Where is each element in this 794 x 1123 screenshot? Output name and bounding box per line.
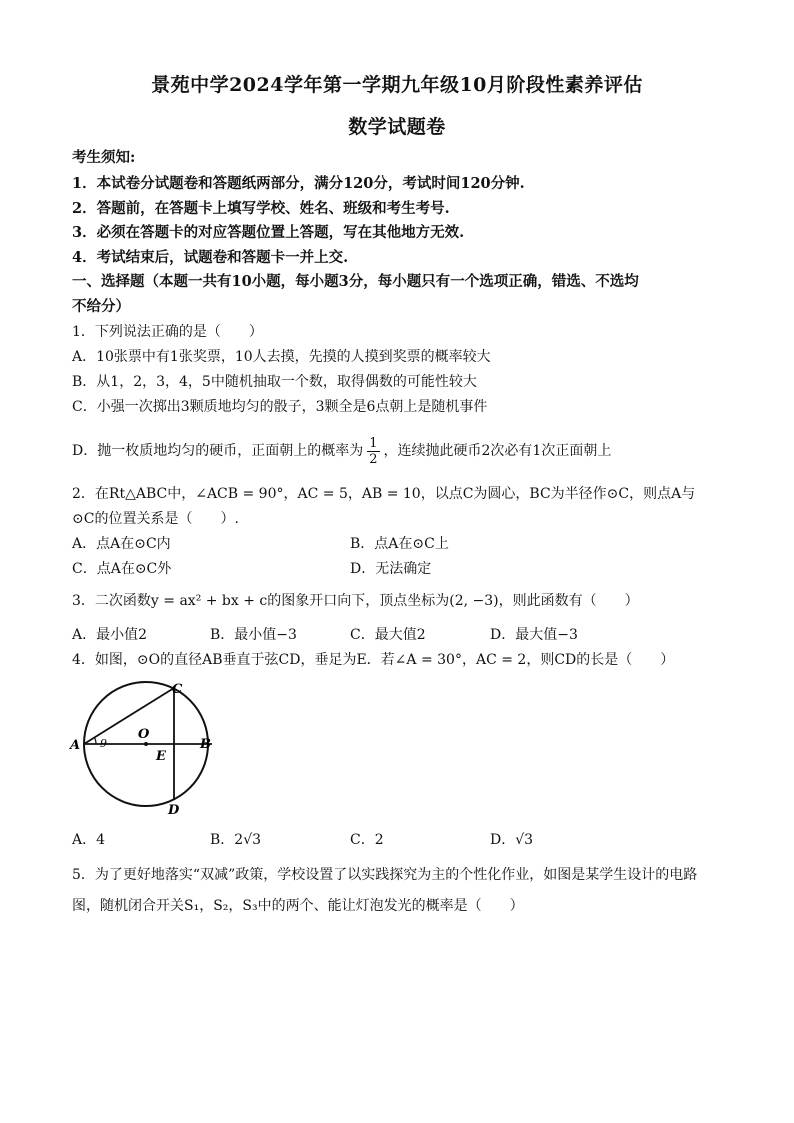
q1-option-a: A．10张票中有1张奖票，10人去摸，先摸的人摸到奖票的概率较大 [72, 349, 491, 365]
label-b: B [200, 737, 211, 752]
q4-option-c: C．2 [350, 832, 384, 848]
q3-option-c: C．最大值2 [350, 627, 426, 643]
notice-item-2: 2．答题前，在答题卡上填写学校、姓名、班级和考生考号. [72, 200, 450, 217]
q3-option-d: D．最大值−3 [490, 627, 578, 643]
q2-option-a: A．点A在⊙C内 [72, 536, 171, 552]
q2-stem-line1: 2．在Rt△ABC中，∠ACB = 90°，AC = 5，AB = 10，以点C为圆心，BC为半径作⊙C，则点A与 [72, 486, 696, 502]
angle-arc [94, 737, 96, 744]
q4-stem: 4．如图，⊙O的直径AB垂直于弦CD，垂足为E．若∠A = 30°，AC = 2，则CD的长是（ ） [72, 652, 675, 668]
exam-title: 景苑中学2024学年第一学期九年级10月阶段性素养评估 [151, 74, 643, 96]
section-heading-cont: 不给分） [72, 298, 130, 315]
q2-option-b: B．点A在⊙C上 [350, 536, 449, 552]
section-heading: 一、选择题（本题一共有10小题，每小题3分，每小题只有一个选项正确，错选、不选均 [72, 273, 639, 290]
notice-item-4: 4．考试结束后，试题卷和答题卡一并上交. [72, 249, 349, 266]
notice-item-3: 3．必须在答题卡的对应答题位置上答题，写在其他地方无效. [72, 224, 465, 241]
q1-d-pre: D．抛一枚质地均匀的硬币，正面朝上的概率为 [72, 443, 364, 459]
q3-option-a: A．最小值2 [72, 627, 148, 643]
circle-geometry-figure [66, 676, 226, 826]
q1-stem: 1．下列说法正确的是（ ） [72, 324, 263, 340]
exam-subtitle: 数学试题卷 [348, 116, 446, 138]
q5-stem-line2: 图，随机闭合开关S₁，S₂，S₃中的两个、能让灯泡发光的概率是（ ） [72, 898, 524, 914]
notice-item-1: 1．本试卷分试题卷和答题纸两部分，满分120分，考试时间120分钟. [72, 175, 525, 192]
center-dot [144, 742, 148, 746]
q3-stem: 3．二次函数y = ax² + bx + c的图象开口向下，顶点坐标为(2, −3)，则此函数有（ ） [72, 593, 639, 609]
q4-option-d: D．√3 [490, 832, 534, 848]
fraction-denominator: 2 [369, 451, 378, 467]
q4-option-a: A．4 [72, 832, 106, 848]
segment-ac [84, 688, 174, 744]
q1-option-b: B．从1，2，3，4，5中随机抽取一个数，取得偶数的可能性较大 [72, 374, 477, 390]
label-e: E [156, 749, 166, 764]
angle-mark: 9 [100, 737, 107, 750]
q5-stem-line1: 5．为了更好地落实“双减”政策，学校设置了以实践探究为主的个性化作业，如图是某学生设计的电路 [72, 867, 698, 883]
label-d: D [168, 803, 180, 818]
q1-d-post: ，连续抛此硬币2次必有1次正面朝上 [383, 443, 612, 459]
q2-stem-line2: ⊙C的位置关系是（ ）. [72, 511, 239, 527]
q2-option-c: C．点A在⊙C外 [72, 561, 172, 577]
label-a: A [70, 738, 81, 753]
q2-option-d: D．无法确定 [350, 561, 432, 577]
q3-option-b: B．最小值−3 [210, 627, 297, 643]
label-o: O [138, 727, 150, 742]
notice-heading: 考生须知: [72, 149, 136, 166]
q1-option-c: C．小强一次掷出3颗质地均匀的骰子，3颗全是6点朝上是随机事件 [72, 399, 488, 415]
fraction-one-half [367, 436, 379, 467]
label-c: C [172, 682, 183, 697]
q4-option-b: B．2√3 [210, 832, 262, 848]
fraction-numerator: 1 [369, 435, 378, 451]
q1-option-d [72, 432, 611, 470]
